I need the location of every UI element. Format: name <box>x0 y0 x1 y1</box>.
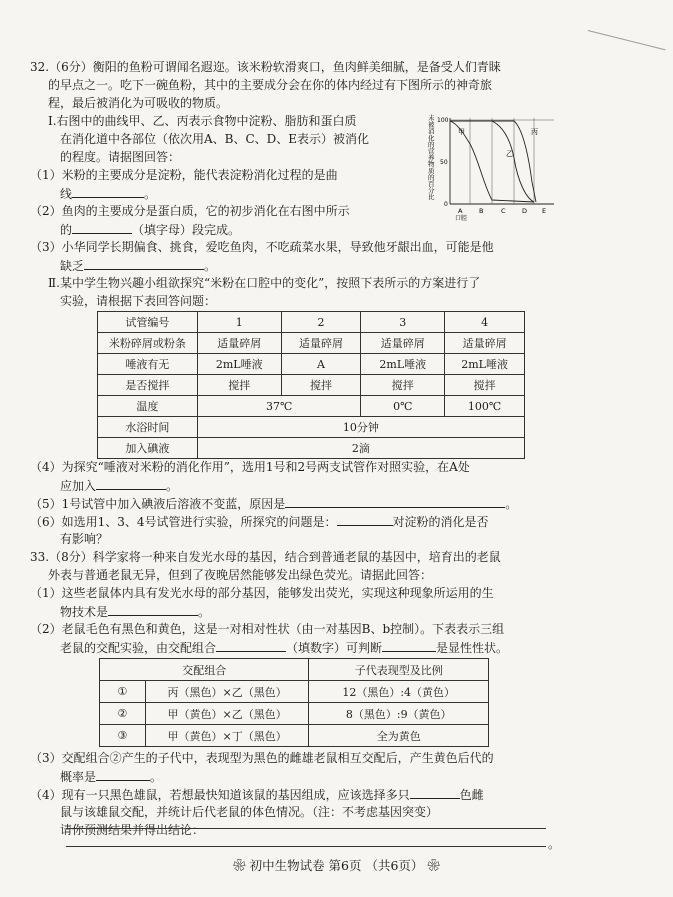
table-row <box>98 354 525 375</box>
q32-s1-suffix: 。 <box>144 187 157 201</box>
table-cell: 温度 <box>98 396 198 417</box>
q32-s5-answer-blank[interactable] <box>285 495 505 508</box>
graph-x-tick: B <box>479 207 484 215</box>
graph-x-tick: A <box>458 207 463 215</box>
table-cell: 甲（黄色）×丁（黑色） <box>145 725 309 747</box>
q33-s1-suffix: 。 <box>198 605 211 619</box>
table-cell: 搅拌 <box>281 375 361 396</box>
table-header-row <box>100 659 489 681</box>
q33-s2-answer-blank-trait[interactable] <box>382 639 436 652</box>
table-cell: 交配组合 <box>100 659 309 681</box>
curve-label-yi: 乙 <box>506 150 513 158</box>
q32-s4-answer-blank[interactable] <box>96 477 166 490</box>
q33-s1-line1: （1）这些老鼠体内具有发光水母的部分基因，能够发出荧光，实现这种现象所运用的生 <box>30 586 494 600</box>
answer-line[interactable] <box>66 846 546 847</box>
table-cell: 唾液有无 <box>98 354 198 375</box>
q33-s2-middle: （填数字）可判断 <box>286 641 383 655</box>
q33-s2-answer-blank-combo[interactable] <box>216 639 286 652</box>
answer-end-mark: 。 <box>548 837 561 851</box>
q33-s1-line2 <box>60 603 210 620</box>
q32-s5-prefix: （5）1号试管中加入碘液后溶液不变蓝，原因是 <box>30 497 286 511</box>
table-cell: 2mL唾液 <box>445 354 525 375</box>
q32-part1-line1: Ⅰ.右图中的曲线甲、乙、丙表示食物中淀粉、脂肪和蛋白质 <box>48 114 357 128</box>
table-cell: 100℃ <box>445 396 525 417</box>
q32-s6-prefix: （6）如选用1、3、4号试管进行实验，所探究的问题是： <box>30 515 337 529</box>
table-cell: 加入碘液 <box>98 438 198 459</box>
q33-s4-answer-blank[interactable] <box>410 786 460 799</box>
q32-intro-line3: 程，最后被消化为可吸收的物质。 <box>48 96 229 110</box>
q32-intro-line2: 的早点之一。吃下一碗鱼粉，其中的主要成分会在你的体内经过有下图所示的神奇旅 <box>48 78 493 92</box>
q32-s2-prefix: 的 <box>60 223 73 237</box>
q32-s3-prefix: 缺乏 <box>60 259 85 273</box>
table-cell: 适量碎屑 <box>361 333 445 354</box>
table-cell: 2滴 <box>197 438 524 459</box>
table-cell: 2mL唾液 <box>197 354 281 375</box>
q33-s2-prefix: 老鼠的交配实验，由交配组合 <box>60 641 217 655</box>
mating-table <box>99 658 489 747</box>
q32-s2-suffix: （填字母）段完成。 <box>132 223 241 237</box>
q32-part2-line2: 实验，请根据下表回答问题： <box>60 294 217 308</box>
table-cell: ② <box>100 703 146 725</box>
q33-intro-line2: 外表与普通老鼠无异，但到了夜晚居然能够发出绿色荧光。请据此回答： <box>48 568 433 582</box>
q33-intro-line1: 33.（8分）科学家将一种来自发光水母的基因，结合到普通老鼠的基因中，培育出的老鼠 <box>30 550 501 564</box>
page-footer: ❀ 初中生物试卷 第6页 （共6页） ❀ <box>233 858 440 873</box>
q33-s3-prefix: 概率是 <box>60 770 97 784</box>
q32-s2-line1: （2）鱼肉的主要成分是蛋白质，它的初步消化在右图中所示 <box>30 204 350 218</box>
q32-s1-line2 <box>60 185 156 202</box>
paper-fold-line <box>588 30 666 50</box>
q33-s1-answer-blank[interactable] <box>108 603 198 616</box>
q33-s4-line2: 鼠与该雄鼠交配，并统计后代老鼠的体色情况。（注：不考虑基因突变） <box>60 805 439 819</box>
graph-y-tick: 50 <box>440 159 448 166</box>
q32-s4-suffix: 。 <box>166 479 179 493</box>
table-cell: 是否搅拌 <box>98 375 198 396</box>
table-cell: 搅拌 <box>361 375 445 396</box>
table-cell: 适量碎屑 <box>197 333 281 354</box>
q32-s2-line2 <box>60 221 240 238</box>
table-row-iodine <box>98 438 525 459</box>
table-row <box>98 375 525 396</box>
q33-s3-line2 <box>60 768 162 785</box>
q32-s4-prefix: 应加入 <box>60 479 97 493</box>
table-row-temperature <box>98 396 525 417</box>
graph-y-tick: 0 <box>444 201 448 208</box>
q33-s3-suffix: 。 <box>150 770 163 784</box>
q33-s4-suffix: 色雌 <box>459 788 484 802</box>
digestion-graph <box>422 112 558 222</box>
table-row-water-bath <box>98 417 525 438</box>
q33-s1-prefix: 物技术是 <box>60 605 109 619</box>
graph-x-sublabel: 口腔 <box>455 215 468 222</box>
table-cell: 3 <box>361 312 445 333</box>
answer-line[interactable] <box>66 828 546 829</box>
table-cell: 子代表现型及比例 <box>309 659 489 681</box>
q32-s3-line1: （3）小华同学长期偏食、挑食，爱吃鱼肉，不吃疏菜水果，导致他牙龈出血，可能是他 <box>30 240 494 254</box>
table-cell: 试管编号 <box>98 312 198 333</box>
q32-s4-line2 <box>60 477 178 494</box>
q32-s1-line1: （1）米粉的主要成分是淀粉，能代表淀粉消化过程的是曲 <box>30 168 338 182</box>
graph-x-tick: E <box>542 207 547 215</box>
curve-label-jia: 甲 <box>458 128 465 136</box>
table-cell: 4 <box>445 312 525 333</box>
table-row <box>100 703 489 725</box>
q33-s4-line1 <box>30 786 484 803</box>
q32-s4-line1: （4）为探究“唾液对米粉的消化作用”，选用1号和2号两支试管作对照实验，在A处 <box>30 460 470 474</box>
q32-s3-answer-blank[interactable] <box>84 257 204 270</box>
q32-intro-line1: 32.（6分）衡阳的鱼粉可谓闻名遐迩。该米粉软滑爽口，鱼肉鲜美细腻，是备受人们青睐 <box>30 60 501 74</box>
graph-x-tick: C <box>501 207 506 215</box>
q33-s3-line1: （3）交配组合②产生的子代中，表现型为黑色的雌雄老鼠相互交配后，产生黄色后代的 <box>30 751 494 765</box>
q32-part1-line2: 在消化道中各部位（依次用A、B、C、D、E表示）被消化 <box>60 132 370 146</box>
q33-s2-line2 <box>60 639 508 656</box>
table-row <box>100 725 489 747</box>
table-cell: 2 <box>281 312 361 333</box>
table-row <box>98 333 525 354</box>
q32-s3-line2 <box>60 257 216 274</box>
table-cell: ① <box>100 681 146 703</box>
q33-s4-prefix: （4）现有一只黑色雄鼠，若想最快知道该鼠的基因组成，应该选择多只 <box>30 788 410 802</box>
table-cell: ③ <box>100 725 146 747</box>
table-row <box>100 681 489 703</box>
q32-s6-line1 <box>30 513 489 530</box>
table-cell: 37℃ <box>197 396 361 417</box>
table-cell: 水浴时间 <box>98 417 198 438</box>
graph-x-tick: D <box>522 207 528 215</box>
table-cell: 甲（黄色）×乙（黑色） <box>145 703 309 725</box>
q32-s6-line2: 有影响？ <box>60 532 109 546</box>
table-header-row <box>98 312 525 333</box>
table-cell: 10分钟 <box>197 417 524 438</box>
table-cell: 搅拌 <box>197 375 281 396</box>
table-cell: 搅拌 <box>445 375 525 396</box>
q33-s2-suffix: 是显性性状。 <box>436 641 509 655</box>
q32-part1-line3: 的程度。请据图回答： <box>60 150 181 164</box>
table-cell: 8（黑色）:9（黄色） <box>309 703 489 725</box>
q32-s5-suffix: 。 <box>505 497 518 511</box>
table-cell: 适量碎屑 <box>445 333 525 354</box>
q32-s2-answer-blank[interactable] <box>72 221 132 234</box>
table-cell: 适量碎屑 <box>281 333 361 354</box>
graph-y-axis-label: 未被消化的营养物质的百分比 <box>428 114 435 202</box>
q32-s1-answer-blank[interactable] <box>72 185 144 198</box>
curve-label-bing: 丙 <box>531 128 538 136</box>
q33-s2-line1: （2）老鼠毛色有黑色和黄色，这是一对相对性状（由一对基因B、b控制）。下表表示三组 <box>30 622 505 636</box>
q32-part2-line1: Ⅱ.某中学生物兴趣小组欲探究“米粉在口腔中的变化”，按照下表所示的方案进行了 <box>48 276 481 290</box>
table-cell: A <box>281 354 361 375</box>
table-cell: 米粉碎屑或粉条 <box>98 333 198 354</box>
q32-s5-line <box>30 495 517 512</box>
table-cell: 1 <box>197 312 281 333</box>
graph-y-tick: 100 <box>437 117 449 124</box>
table-cell: 全为黄色 <box>309 725 489 747</box>
q33-s3-answer-blank[interactable] <box>96 768 150 781</box>
table-cell: 丙（黑色）×乙（黑色） <box>145 681 309 703</box>
q32-s1-prefix: 线 <box>60 187 73 201</box>
q33-s4-line3: 请你预测结果并得出结论： <box>60 823 205 837</box>
table-cell: 2mL唾液 <box>361 354 445 375</box>
table-cell: 0℃ <box>361 396 445 417</box>
q32-s6-suffix: 对淀粉的消化是否 <box>392 515 489 529</box>
q32-s3-suffix: 。 <box>204 259 217 273</box>
table-cell: 12（黑色）:4（黄色） <box>309 681 489 703</box>
experiment-table <box>97 311 525 459</box>
q32-s6-answer-blank[interactable] <box>337 513 393 526</box>
